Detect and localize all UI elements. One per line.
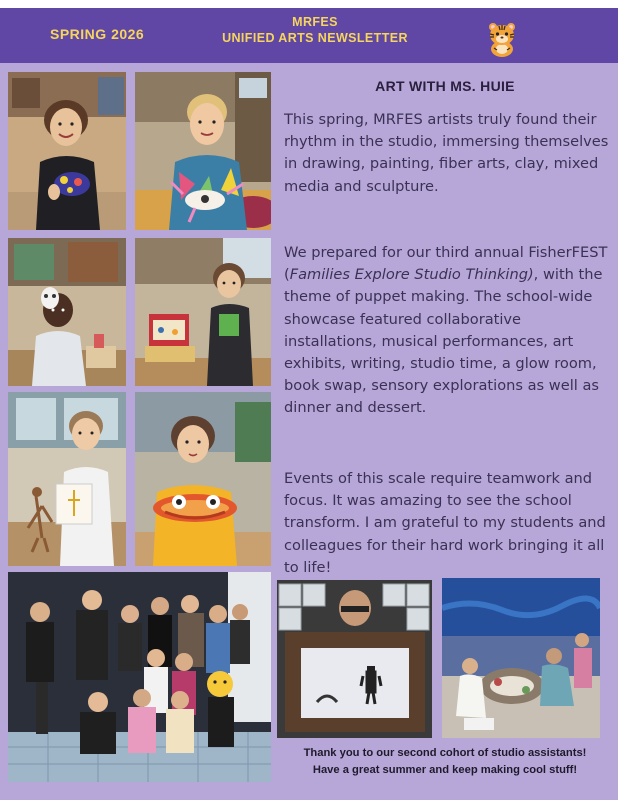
paragraph-text-lead: We prepared for our third annual FisherFEST ( xyxy=(284,244,608,284)
closing-line-summer: Have a great summer and keep making cool stuff! xyxy=(312,764,578,776)
closing-line-thanks: Thank you to our second cohort of studio assistants! xyxy=(303,747,587,759)
newsletter-header xyxy=(0,8,618,63)
season-label: SPRING 2026 xyxy=(50,26,145,42)
photo-collaborative-installation xyxy=(442,578,600,738)
tiger-mascot-icon xyxy=(482,18,522,58)
photo-student-with-feather-sculpture xyxy=(135,72,271,230)
paragraph-text-acronym: Families Explore Studio Thinking) xyxy=(289,266,534,284)
article-paragraph-intro: This spring, MRFES artists truly found their rhythm in the studio, immersing themselves in drawing, painting, fiber arts, clay, mixed media and sculpture. xyxy=(284,111,609,195)
school-name: MRFES xyxy=(292,15,338,29)
newsletter-name: UNIFIED ARTS NEWSLETTER xyxy=(222,31,408,45)
article-paragraph-fisherfest xyxy=(284,242,614,420)
article-paragraph-gratitude: Events of this scale require teamwork and focus. It was amazing to see the school transform. I am grateful to my students and colleagues for their hard work bringing it all to life! xyxy=(284,470,606,576)
page-top-margin xyxy=(0,0,618,8)
photo-student-with-clay-creature xyxy=(135,392,271,566)
article-title: ART WITH MS. HUIE xyxy=(375,78,515,94)
masthead xyxy=(200,14,430,46)
photo-studio-assistants-group xyxy=(8,572,271,782)
paragraph-text-rest: , with the theme of puppet making. The school-wide showcase featured collaborative installations, musical performances, art exhibits, writing, studio time, a glow room, book swap, sensory explorations as well as dinner and dessert. xyxy=(284,266,603,417)
closing-message xyxy=(272,745,618,779)
photo-student-with-creature xyxy=(8,72,126,230)
photo-student-painting-puppet xyxy=(8,238,126,386)
photo-student-with-wire-sculpture xyxy=(8,392,126,566)
photo-student-with-puppet-stage xyxy=(135,238,271,386)
photo-shadow-puppet-theater xyxy=(277,580,432,738)
